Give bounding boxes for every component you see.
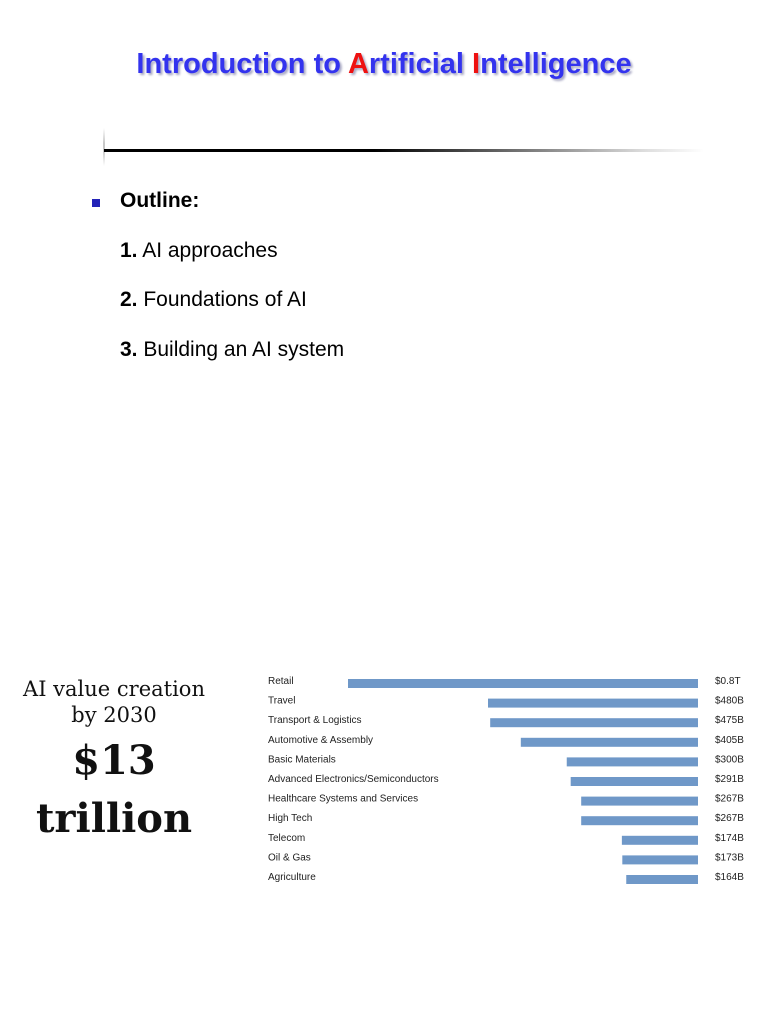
item-number: 1. [120, 239, 138, 262]
outline-item [120, 288, 307, 312]
bar [348, 679, 698, 688]
bar [626, 875, 698, 884]
value-label: $291B [715, 774, 744, 785]
ai-value-unit: trillion [35, 795, 193, 842]
outline-label: Outline: [120, 189, 200, 212]
bar [567, 757, 698, 766]
value-label: $480B [715, 695, 744, 707]
bar [488, 699, 698, 708]
bar [581, 816, 698, 825]
value-label: $405B [715, 734, 744, 746]
bar [521, 738, 698, 747]
category-label: High Tech [268, 813, 313, 825]
value-label: $164B [715, 872, 744, 883]
item-number: 3. [120, 338, 138, 361]
item-text: Foundations of AI [137, 288, 307, 311]
value-label: $300B [715, 754, 744, 766]
category-label: Agriculture [268, 872, 316, 883]
outline-item [120, 239, 278, 263]
ai-value-line1: AI value creation [23, 677, 205, 701]
category-label: Travel [268, 695, 296, 707]
category-label: Telecom [268, 832, 306, 844]
title-part: rtificial [368, 48, 473, 80]
category-label: Transport & Logistics [268, 715, 362, 727]
title-highlight-a: A [347, 48, 369, 80]
slide-title [0, 48, 768, 81]
category-label: Automotive & Assembly [268, 734, 374, 746]
bar [622, 836, 698, 845]
ai-value-line2: by 2030 [71, 703, 157, 727]
ai-value-bar-chart [258, 668, 758, 898]
ai-value-callout [0, 676, 228, 844]
bar [622, 855, 698, 864]
value-label: $173B [715, 852, 744, 864]
category-label: Basic Materials [268, 754, 336, 766]
category-label: Healthcare Systems and Services [268, 793, 419, 805]
value-label: $475B [715, 715, 744, 727]
item-text: Building an AI system [137, 338, 345, 361]
outline-item [120, 338, 344, 362]
item-text: AI approaches [137, 239, 278, 262]
bar [571, 777, 698, 786]
category-label: Retail [268, 676, 294, 687]
title-divider [104, 149, 704, 152]
bar [581, 797, 698, 806]
value-label: $267B [715, 793, 744, 805]
category-label: Advanced Electronics/Semiconductors [268, 774, 439, 785]
divider-accent [103, 128, 105, 166]
ai-value-amount: $13 [72, 737, 156, 784]
value-label: $0.8T [715, 676, 741, 687]
bullet-square-icon [92, 199, 100, 207]
value-label: $267B [715, 813, 744, 825]
value-label: $174B [715, 832, 744, 844]
category-label: Oil & Gas [268, 852, 311, 864]
title-part: Introduction to [136, 48, 348, 80]
bar [490, 718, 698, 727]
item-number: 2. [120, 288, 138, 311]
title-part: ntelligence [480, 48, 632, 80]
title-highlight-i: I [472, 48, 481, 80]
